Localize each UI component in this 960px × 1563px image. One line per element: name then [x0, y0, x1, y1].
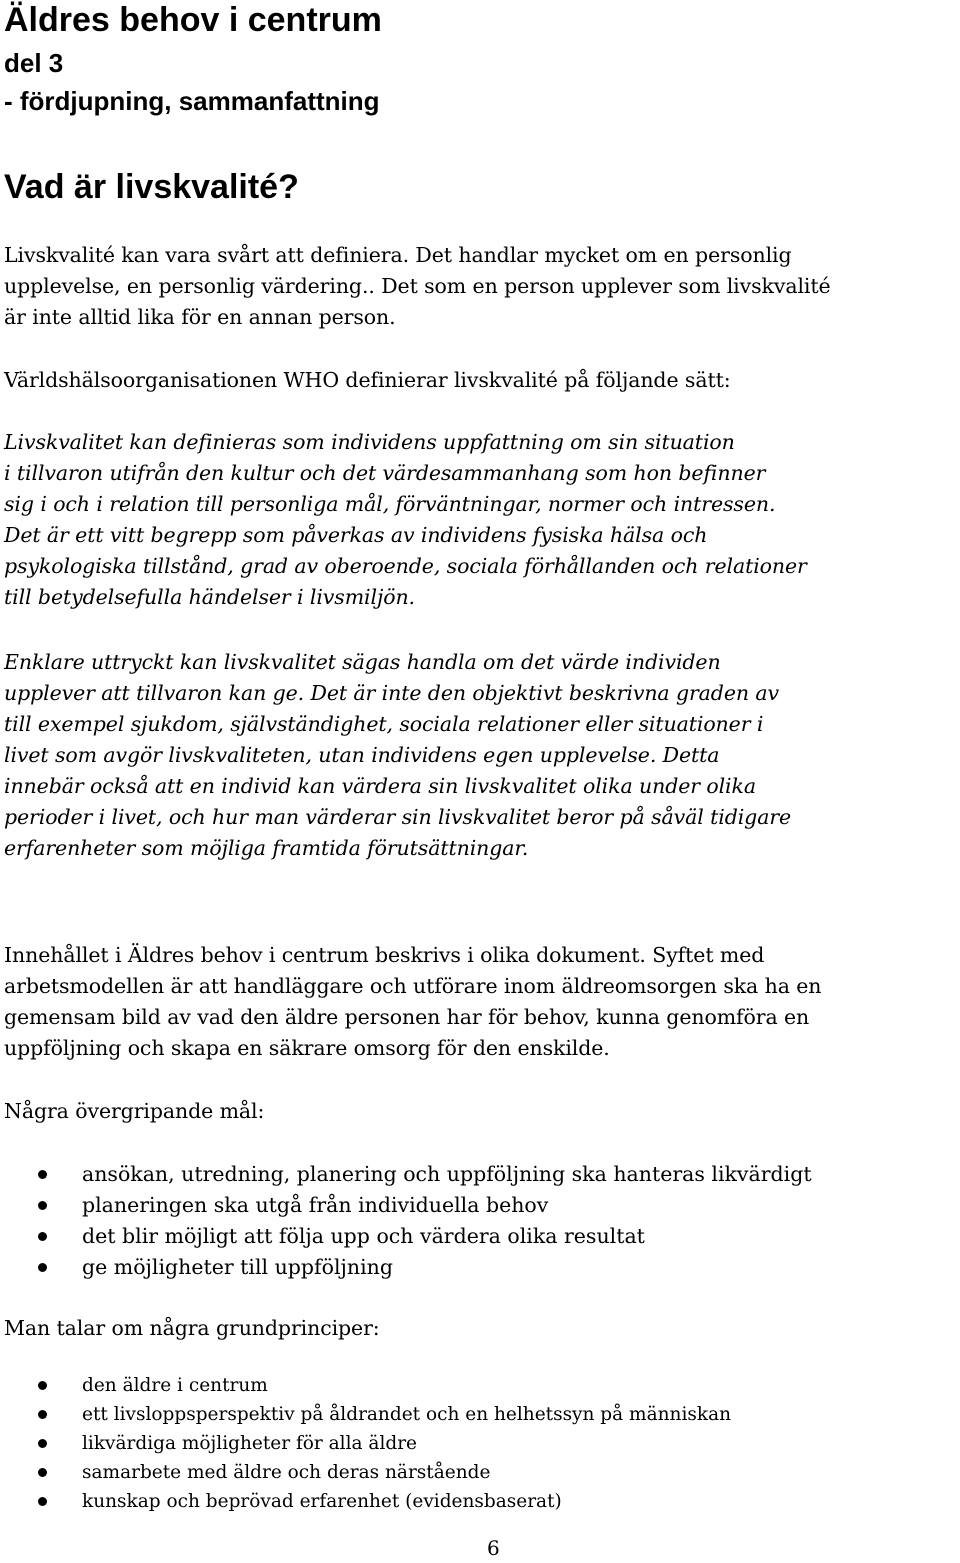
text-line: psykologiska tillstånd, grad av oberoende, sociala förhållanden och relationer [4, 554, 807, 578]
bullet-icon [38, 1170, 47, 1179]
text-line: livet som avgör livskvaliteten, utan individens egen upplevelse. Detta [4, 743, 720, 767]
document-title: Äldres behov i centrum [4, 1, 382, 39]
who-intro-paragraph [4, 365, 959, 396]
text-line: Livskvalitet kan definieras som individens uppfattning om sin situation [4, 430, 735, 454]
text-line: till exempel sjukdom, självständighet, sociala relationer eller situationer i [4, 712, 764, 736]
goals-heading-text: Några övergripande mål: [4, 1099, 265, 1123]
list-item [0, 1400, 955, 1429]
text-line: är inte alltid lika för en annan person. [4, 305, 396, 329]
text-line: arbetsmodellen är att handläggare och utförare inom äldreomsorgen ska ha en [4, 974, 822, 998]
list-item [0, 1221, 955, 1252]
list-item-text: samarbete med äldre och deras närstående [82, 1462, 491, 1483]
list-item [0, 1458, 955, 1487]
list-item [0, 1190, 955, 1221]
text-line: Livskvalité kan vara svårt att definiera. Det handlar mycket om en personlig [4, 243, 792, 267]
text-line: Världshälsoorganisationen WHO definierar livskvalité på följande sätt: [4, 368, 731, 392]
text-line: erfarenheter som möjliga framtida förutsättningar. [4, 836, 529, 860]
list-item-text: likvärdiga möjligheter för alla äldre [82, 1433, 418, 1454]
goals-list [0, 1159, 955, 1283]
list-item-text: det blir möjligt att följa upp och värdera olika resultat [82, 1224, 645, 1248]
list-item-text: ansökan, utredning, planering och uppföljning ska hanteras likvärdigt [82, 1162, 812, 1186]
list-item [0, 1252, 955, 1283]
bullet-icon [38, 1263, 47, 1272]
text-line: upplevelse, en personlig värdering.. Det som en person upplever som livskvalité [4, 274, 831, 298]
list-item-text: ge möjligheter till uppföljning [82, 1255, 393, 1279]
who-definition-paragraph [4, 427, 959, 613]
text-line: i tillvaron utifrån den kultur och det värdesammanhang som hon befinner [4, 461, 766, 485]
list-item-text: planeringen ska utgå från individuella behov [82, 1193, 549, 1217]
bullet-icon [38, 1439, 47, 1448]
list-item-text: den äldre i centrum [82, 1375, 268, 1396]
bullet-icon [38, 1410, 47, 1419]
text-line: uppföljning och skapa en säkrare omsorg för den enskilde. [4, 1036, 610, 1060]
bullet-icon [38, 1497, 47, 1506]
list-item [0, 1487, 955, 1516]
section-heading: Vad är livskvalité? [4, 168, 299, 206]
document-subtitle-part: del 3 [4, 48, 64, 78]
bullet-icon [38, 1381, 47, 1390]
list-item-text: kunskap och beprövad erfarenhet (evidensbaserat) [82, 1491, 562, 1512]
simpler-definition-paragraph [4, 647, 959, 864]
document-subtitle-topic: - fördjupning, sammanfattning [4, 86, 380, 116]
bullet-icon [38, 1232, 47, 1241]
text-line: Innehållet i Äldres behov i centrum beskrivs i olika dokument. Syftet med [4, 943, 765, 967]
list-item-text: ett livsloppsperspektiv på åldrandet och en helhetssyn på människan [82, 1404, 732, 1425]
list-item [0, 1429, 955, 1458]
page-number: 6 [487, 1536, 500, 1560]
text-line: Det är ett vitt begrepp som påverkas av individens fysiska hälsa och [4, 523, 708, 547]
principles-list [0, 1371, 955, 1516]
bullet-icon [38, 1201, 47, 1210]
text-line: till betydelsefulla händelser i livsmiljön. [4, 585, 415, 609]
intro-paragraph [4, 240, 959, 333]
text-line: upplever att tillvaron kan ge. Det är inte den objektivt beskrivna graden av [4, 681, 779, 705]
content-intro-paragraph [4, 940, 959, 1064]
list-item [0, 1371, 955, 1400]
text-line: perioder i livet, och hur man värderar sin livskvalitet beror på såväl tidigare [4, 805, 792, 829]
goals-heading [4, 1096, 959, 1127]
principles-heading [4, 1313, 959, 1344]
text-line: gemensam bild av vad den äldre personen har för behov, kunna genomföra en [4, 1005, 810, 1029]
principles-heading-text: Man talar om några grundprinciper: [4, 1316, 380, 1340]
bullet-icon [38, 1468, 47, 1477]
list-item [0, 1159, 955, 1190]
text-line: innebär också att en individ kan värdera sin livskvalitet olika under olika [4, 774, 756, 798]
text-line: sig i och i relation till personliga mål, förväntningar, normer och intressen. [4, 492, 776, 516]
text-line: Enklare uttryckt kan livskvalitet sägas handla om det värde individen [4, 650, 721, 674]
